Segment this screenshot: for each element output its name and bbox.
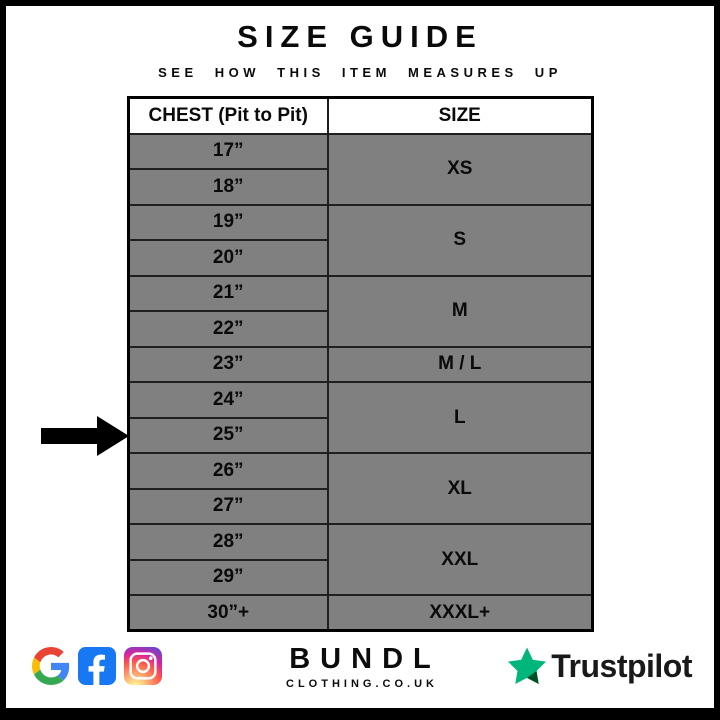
chest-cell: 26”: [128, 453, 328, 489]
table-row: [128, 205, 592, 241]
size-cell: XXL: [328, 524, 592, 595]
header-row: [128, 98, 592, 134]
chest-cell: 30”+: [128, 595, 328, 631]
chest-cell: 17”: [128, 134, 328, 170]
social-icons: [32, 647, 162, 685]
trustpilot-label: Trustpilot: [551, 647, 692, 684]
table-row: [128, 595, 592, 631]
google-icon[interactable]: [32, 647, 70, 685]
size-cell: XXXL+: [328, 595, 592, 631]
facebook-icon[interactable]: [78, 647, 116, 685]
table-row: [128, 382, 592, 418]
chest-column-header: CHEST (Pit to Pit): [128, 98, 328, 134]
table-row: [128, 524, 592, 560]
size-column-header: SIZE: [328, 98, 592, 134]
footer: [6, 636, 714, 696]
instagram-icon[interactable]: [124, 647, 162, 685]
chest-cell: 25”: [128, 418, 328, 454]
chest-cell: 18”: [128, 169, 328, 205]
brand-logo: [286, 642, 441, 690]
table-row: [128, 347, 592, 383]
size-cell: XL: [328, 453, 592, 524]
size-guide-table: [127, 96, 594, 632]
highlight-arrow-icon: [39, 414, 131, 458]
size-table-body: [128, 134, 592, 631]
chest-cell: 22”: [128, 311, 328, 347]
size-cell: M: [328, 276, 592, 347]
chest-cell: 27”: [128, 489, 328, 525]
trustpilot-logo[interactable]: [508, 647, 692, 685]
size-cell: S: [328, 205, 592, 276]
chest-cell: 28”: [128, 524, 328, 560]
size-cell: M / L: [328, 347, 592, 383]
page-subtitle: SEE HOW THIS ITEM MEASURES UP: [158, 65, 562, 80]
chest-cell: 19”: [128, 205, 328, 241]
page-title: SIZE GUIDE: [237, 19, 483, 54]
chest-cell: 20”: [128, 240, 328, 276]
size-cell: XS: [328, 134, 592, 205]
chest-cell: 24”: [128, 382, 328, 418]
brand-tagline: CLOTHING.CO.UK: [286, 677, 438, 690]
chest-cell: 29”: [128, 560, 328, 596]
chest-cell: 23”: [128, 347, 328, 383]
chest-cell: 21”: [128, 276, 328, 312]
size-cell: L: [328, 382, 592, 453]
table-row: [128, 453, 592, 489]
table-row: [128, 276, 592, 312]
size-table-header: [128, 98, 592, 134]
trustpilot-star-icon: [508, 647, 546, 685]
brand-name: BUNDL: [289, 642, 441, 675]
table-row: [128, 134, 592, 170]
